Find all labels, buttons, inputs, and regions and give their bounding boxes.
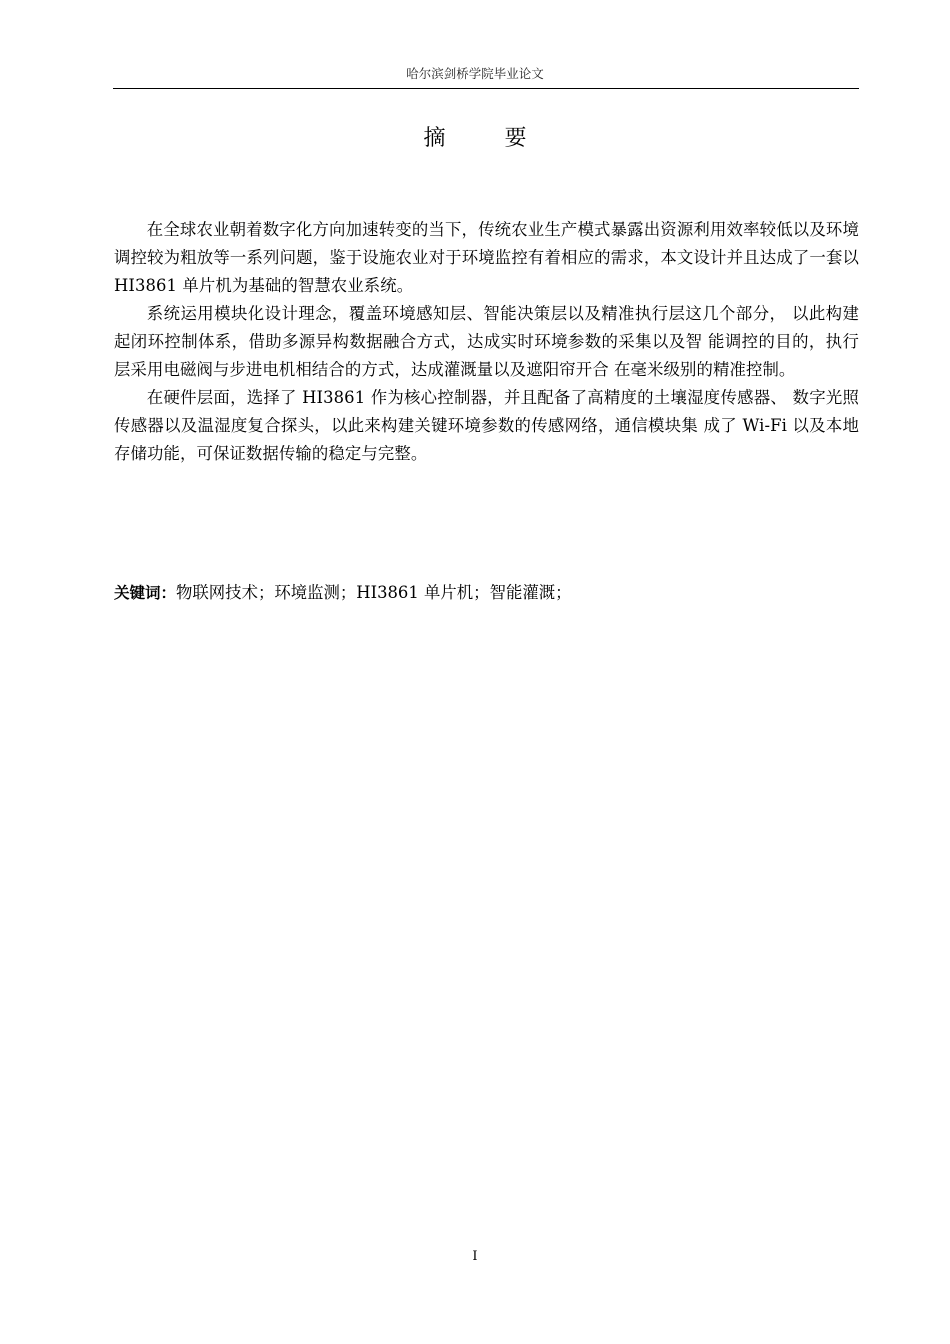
- keywords-line: [114, 579, 859, 607]
- abstract-paragraph-1: 在全球农业朝着数字化方向加速转变的当下，传统农业生产模式暴露出资源利用效率较低以及环境调控较为粗放等一系列问题，鉴于设施农业对于环境监控有着相应的需求，本文设计并且达成了一套以 HI3861 单片机为基础的智慧农业系统。: [114, 220, 859, 295]
- abstract-paragraph-2: 系统运用模块化设计理念，覆盖环境感知层、智能决策层以及精准执行层这几个部分， 以此构建起闭环控制体系，借助多源异构数据融合方式，达成实时环境参数的采集以及智 能调控的目的，执行层采用电磁阀与步进电机相结合的方式，达成灌溉量以及遮阳帘开合 在毫米级别的精准控制。: [114, 304, 859, 379]
- keywords-list: 物联网技术；环境监测；HI3861 单片机；智能灌溉；: [176, 583, 572, 602]
- abstract-paragraph-3: 在硬件层面，选择了 HI3861 作为核心控制器，并且配备了高精度的土壤湿度传感器、 数字光照传感器以及温湿度复合探头，以此来构建关键环境参数的传感网络，通信模块集 成了 Wi-Fi 以及本地存储功能，可保证数据传输的稳定与完整。: [114, 388, 859, 463]
- header-divider: [113, 88, 859, 89]
- page-header: 哈尔滨剑桥学院毕业论文: [406, 66, 544, 81]
- page-number: I: [472, 1249, 478, 1264]
- section-title: 摘 要: [423, 126, 553, 151]
- abstract-body: [114, 216, 859, 468]
- keywords-label: 关键词：: [114, 584, 177, 602]
